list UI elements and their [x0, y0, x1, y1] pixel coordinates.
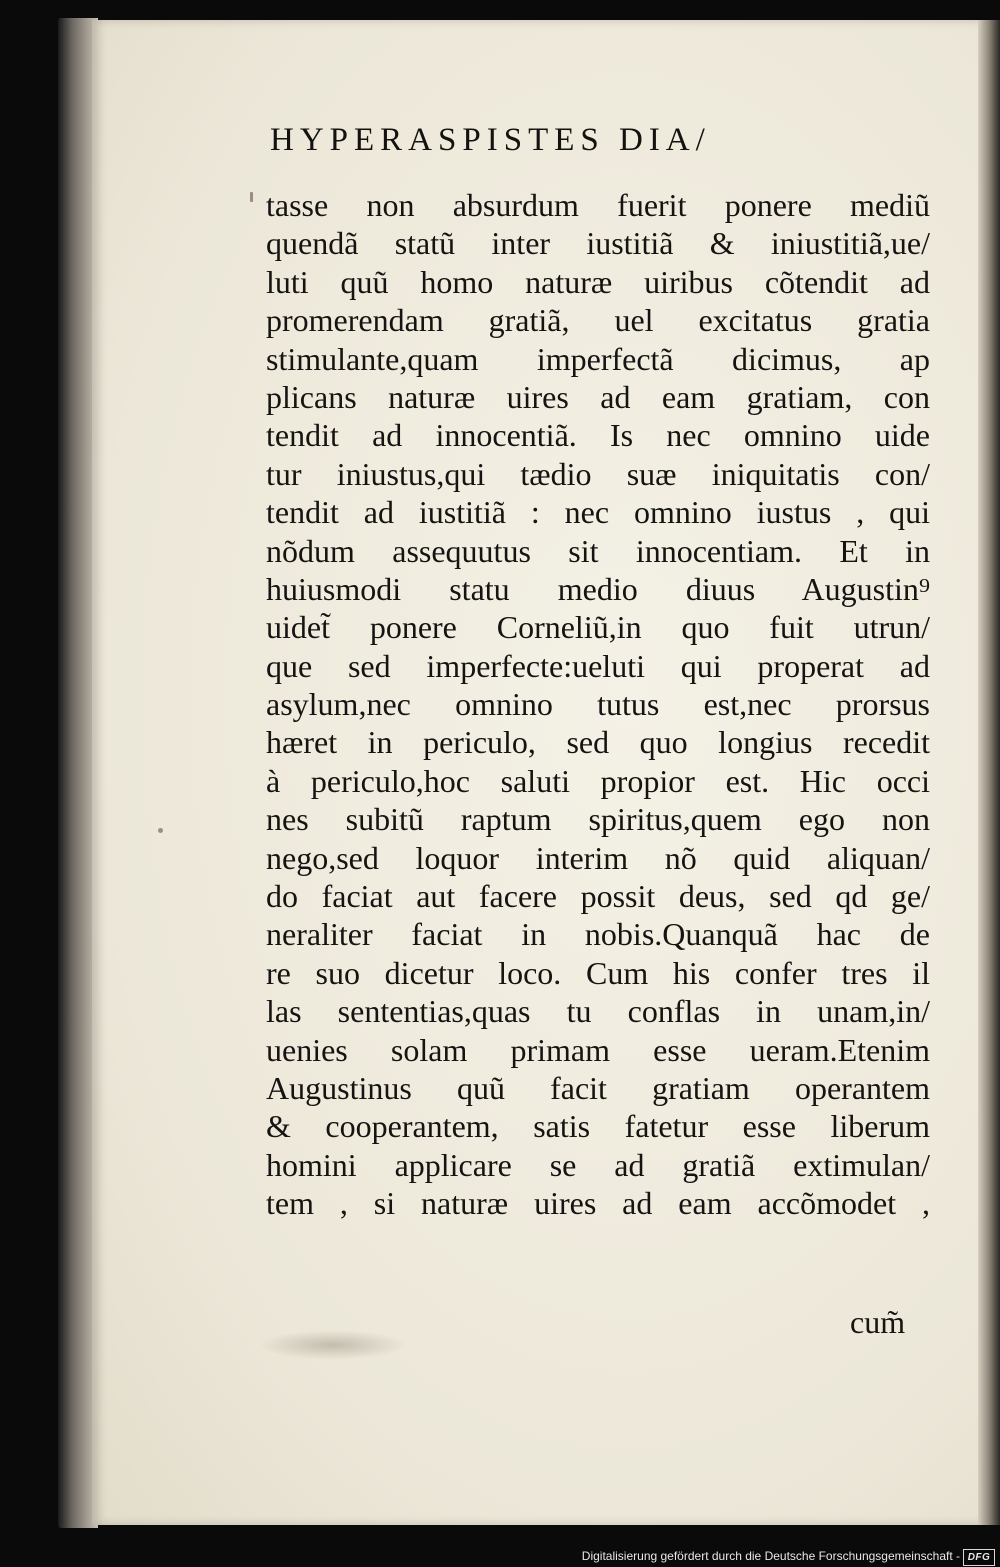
text-line: tendit ad iustitiã : nec omnino iustus , qui	[266, 494, 930, 531]
catchword: cum̃	[850, 1304, 906, 1340]
digitization-credit: Digitalisierung gefördert durch die Deutsche Forschungsgemeinschaft -	[581, 1549, 960, 1563]
running-head: HYPERASPISTES DIA/	[270, 122, 711, 158]
text-line: tem , si naturæ uires ad eam accõmodet ,	[266, 1185, 930, 1222]
text-line: nõdum assequutus sit innocentiam. Et in	[266, 532, 930, 569]
text-line: tendit ad innocentiã. Is nec omnino uide	[266, 417, 930, 454]
text-line: quendã statũ inter iustitiã & iniustitiã,ue/	[266, 225, 930, 262]
text-line: nego,sed loquor interim nõ quid aliquan/	[266, 839, 930, 876]
text-line: neraliter faciat in nobis.Quanquã hac de	[266, 916, 930, 953]
paper-speck	[250, 192, 253, 202]
text-line: promerendam gratiã, uel excitatus gratia	[266, 302, 930, 339]
body-text	[266, 186, 930, 1223]
text-line: à periculo,hoc saluti propior est. Hic occi	[266, 762, 930, 799]
text-line: luti quũ homo naturæ uiribus cõtendit ad	[266, 263, 930, 300]
text-line: que sed imperfecte:ueluti qui properat ad	[266, 647, 930, 684]
dfg-logo: DFG	[963, 1549, 995, 1566]
text-line: & cooperantem, satis fatetur esse liberum	[266, 1108, 930, 1145]
text-line: homini applicare se ad gratiã extimulan/	[266, 1146, 930, 1183]
paper-speck	[158, 828, 163, 833]
text-line: re suo dicetur loco. Cum his confer tres il	[266, 954, 930, 991]
text-line: plicans naturæ uires ad eam gratiam, con	[266, 378, 930, 415]
text-line: uidet̃ ponere Corneliũ,in quo fuit utrun/	[266, 609, 930, 646]
text-line: tur iniustus,qui tædio suæ iniquitatis con/	[266, 455, 930, 492]
text-line: stimulante,quam imperfectã dicimus, ap	[266, 340, 930, 377]
text-line: tasse non absurdum fuerit ponere mediũ	[266, 187, 930, 223]
page-edge-right	[978, 20, 1000, 1525]
text-line: uenies solam primam esse ueram.Etenim	[266, 1031, 930, 1068]
text-line: huiusmodi statu medio diuus Augustin⁹	[266, 570, 930, 607]
text-line: hæret in periculo, sed quo longius recedit	[266, 724, 930, 761]
text-line: do faciat aut facere possit deus, sed qd ge/	[266, 878, 930, 915]
text-line: Augustinus quũ facit gratiam operantem	[266, 1069, 930, 1106]
text-line: las sententias,quas tu conflas in unam,in/	[266, 993, 930, 1030]
ink-smudge	[258, 1330, 408, 1360]
text-line: nes subitũ raptum spiritus,quem ego non	[266, 801, 930, 838]
text-line: asylum,nec omnino tutus est,nec prorsus	[266, 686, 930, 723]
